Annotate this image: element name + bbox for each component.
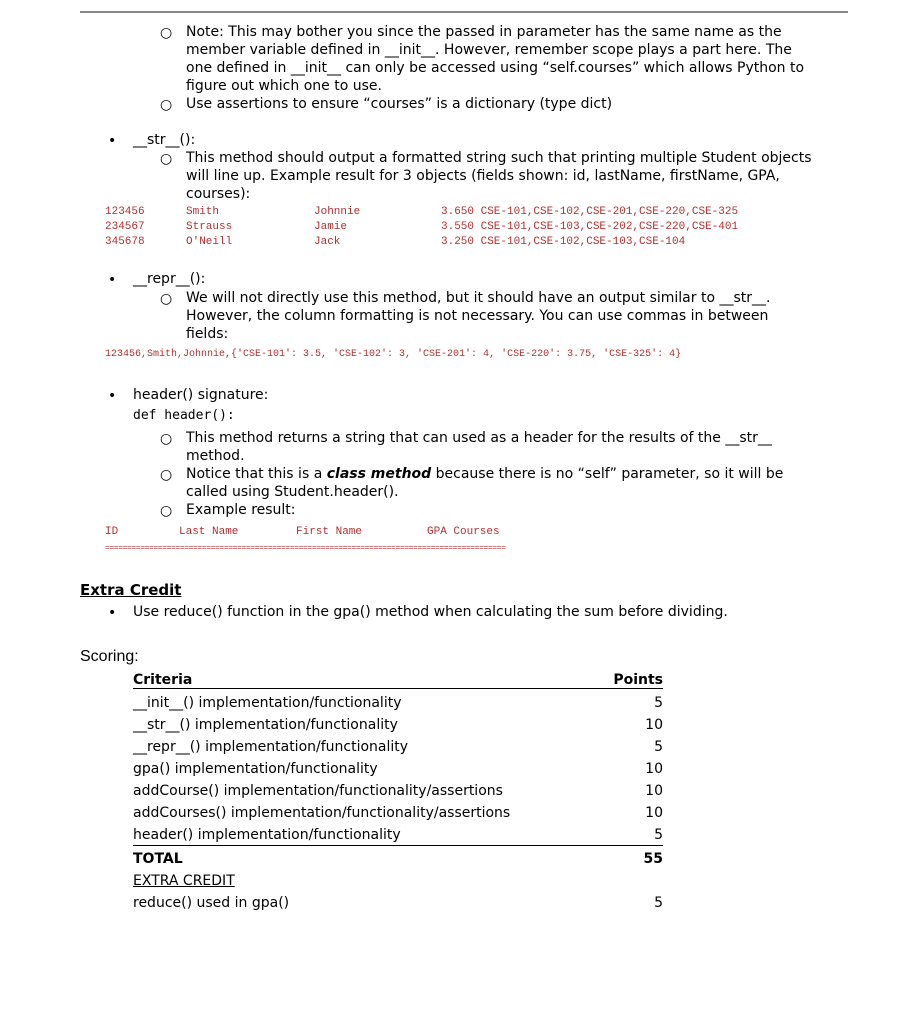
str-cell: 3.250 CSE-101,CSE-102,CSE-103,CSE-104 (441, 236, 686, 248)
criteria-cell: __str__() implementation/functionality (133, 717, 398, 733)
extra-credit-title: Extra Credit (80, 581, 182, 599)
str-title: __str__(): (133, 132, 196, 148)
total-value: 55 (643, 851, 663, 867)
header-title: header() signature: (133, 387, 269, 403)
repr-example: 123456,Smith,Johnnie,{'CSE-101': 3.5, 'CSE-102': 3, 'CSE-201': 4, 'CSE-220': 3.75, 'CSE-325': 4} (105, 349, 682, 360)
str-cell: 234567 (105, 221, 145, 233)
header-col: Last Name (179, 526, 239, 538)
text: Notice that this is a (186, 466, 327, 482)
repr-line: We will not directly use this method, but it should have an output similar to __str__. (186, 290, 771, 306)
header-code: def header(): (133, 408, 235, 423)
repr-line: However, the column formatting is not necessary. You can use commas in between (186, 308, 769, 324)
points-cell: 10 (645, 805, 663, 821)
str-line: will line up. Example result for 3 objects (fields shown: id, lastName, firstName, GPA, (186, 168, 780, 184)
header-col: ID (105, 526, 119, 538)
repr-line: fields: (186, 326, 229, 342)
extra-points: 5 (654, 895, 663, 911)
points-cell: 10 (645, 717, 663, 733)
points-header: Points (613, 672, 663, 688)
criteria-header: Criteria (133, 672, 193, 688)
points-cell: 10 (645, 761, 663, 777)
points-cell: 5 (654, 739, 663, 755)
bullet: • (108, 388, 117, 404)
str-cell: Jack (314, 236, 341, 248)
str-cell: 3.550 CSE-101,CSE-103,CSE-202,CSE-220,CSE-401 (441, 221, 739, 233)
str-cell: 3.650 CSE-101,CSE-102,CSE-201,CSE-220,CSE-325 (441, 206, 739, 218)
note-line: member variable defined in __init__. However, remember scope plays a part here. The (186, 42, 792, 58)
assert-line: Use assertions to ensure “courses” is a dictionary (type dict) (186, 96, 613, 112)
note-line: figure out which one to use. (186, 78, 382, 94)
str-cell: Johnnie (314, 206, 361, 218)
circle-bullet: ○ (160, 151, 173, 167)
header-col: First Name (296, 526, 363, 538)
top-rule (80, 11, 848, 13)
circle-bullet: ○ (160, 97, 173, 113)
str-line: This method should output a formatted string such that printing multiple Student objects (186, 150, 812, 166)
extra-criteria: reduce() used in gpa() (133, 895, 290, 911)
total-label: TOTAL (133, 851, 183, 867)
criteria-cell: header() implementation/functionality (133, 827, 401, 843)
table-rule (133, 688, 663, 689)
bullet: • (108, 133, 117, 149)
emphasis: class method (326, 466, 432, 482)
criteria-cell: addCourses() implementation/functionality/assertions (133, 805, 511, 821)
circle-bullet: ○ (160, 503, 173, 519)
str-cell: Smith (186, 206, 220, 218)
str-cell: 345678 (105, 236, 145, 248)
criteria-cell: __init__() implementation/functionality (133, 695, 402, 711)
str-line: courses): (186, 186, 251, 202)
str-cell: Strauss (186, 221, 233, 233)
scoring-label: Scoring: (80, 648, 139, 665)
str-cell: Jamie (314, 221, 348, 233)
header-col: GPA Courses (427, 526, 500, 538)
str-cell: O'Neill (186, 236, 233, 248)
circle-bullet: ○ (160, 467, 173, 483)
header-line: This method returns a string that can used as a header for the results of the __str__ (186, 430, 772, 446)
criteria-cell: addCourse() implementation/functionality/assertions (133, 783, 503, 799)
header-line: called using Student.header(). (186, 484, 399, 500)
bullet: • (108, 272, 117, 288)
bullet: • (108, 605, 117, 621)
note-line: Note: This may bother you since the passed in parameter has the same name as the (186, 24, 782, 40)
header-line: Example result: (186, 502, 296, 518)
header-line: method. (186, 448, 245, 464)
circle-bullet: ○ (160, 291, 173, 307)
extra-label: EXTRA CREDIT (133, 873, 235, 889)
note-line: one defined in __init__ can only be accessed using “self.courses” which allows Python to (186, 60, 805, 76)
repr-title: __repr__(): (133, 271, 206, 287)
extra-credit-item: Use reduce() function in the gpa() method when calculating the sum before dividing. (133, 604, 728, 620)
criteria-cell: __repr__() implementation/functionality (133, 739, 409, 755)
header-line (186, 465, 783, 483)
table-rule (133, 845, 663, 846)
points-cell: 5 (654, 827, 663, 843)
points-cell: 10 (645, 783, 663, 799)
points-cell: 5 (654, 695, 663, 711)
circle-bullet: ○ (160, 431, 173, 447)
header-rule: =========================================================================================== (105, 544, 506, 553)
criteria-cell: gpa() implementation/functionality (133, 761, 378, 777)
circle-bullet: ○ (160, 25, 173, 41)
text: because there is no “self” parameter, so it will be (431, 466, 784, 482)
str-cell: 123456 (105, 206, 145, 218)
